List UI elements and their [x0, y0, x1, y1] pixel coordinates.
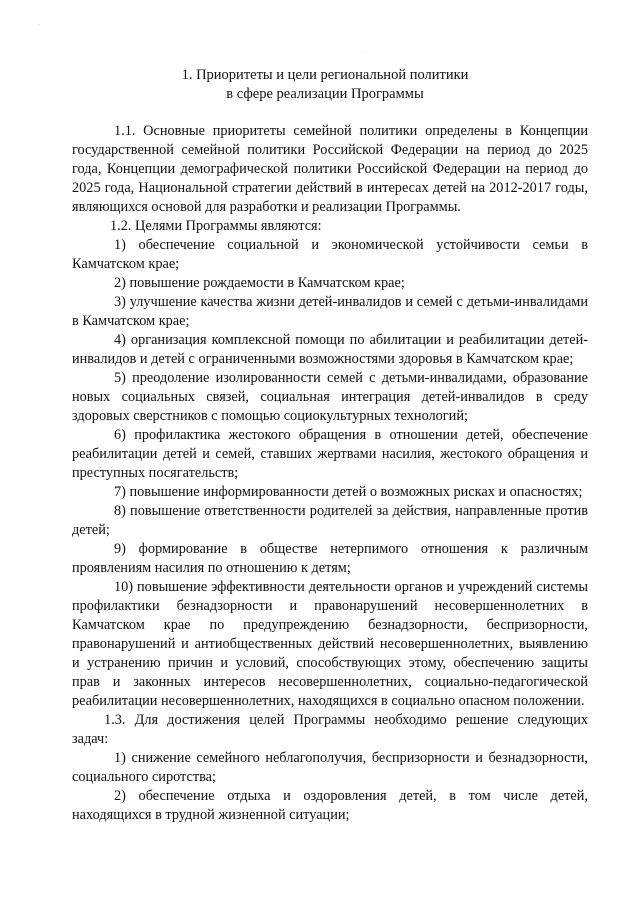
- scan-dot-mid: ·: [362, 50, 364, 57]
- paragraph-1-3: 1.3. Для достижения целей Программы необходимо решение следующих задач:: [72, 712, 588, 747]
- heading-line-1: 1. Приоритеты и цели региональной политики: [181, 67, 469, 83]
- paragraph-1-2: 1.2. Целями Программы являются:: [110, 218, 322, 234]
- goal-item-7: 7) повышение информированности детей о возможных рисках и опасностях;: [114, 484, 583, 500]
- task-item-1: 1) снижение семейного неблагополучия, беспризорности и безнадзорности, социального сиротства;: [72, 750, 588, 785]
- task-item-2: 2) обеспечение отдыха и оздоровления детей, в том числе детей, находящихся в трудной жизненной ситуации;: [72, 788, 588, 823]
- goal-item-3: 3) улучшение качества жизни детей-инвалидов и семей с детьми-инвалидами в Камчатском крае;: [72, 294, 588, 329]
- goal-item-5: 5) преодоление изолированности семей с детьми-инвалидами, образование новых социальных связей, социальная интеграция детей-инвалидов в среду здоровых сверстников с помощью социокультурных технологий;: [72, 370, 588, 424]
- heading-line-2: в сфере реализации Программы: [226, 86, 424, 102]
- goal-item-2: 2) повышение рождаемости в Камчатском крае;: [114, 275, 405, 291]
- goal-item-6: 6) профилактика жестокого обращения в отношении детей, обеспечение реабилитации детей и семей, ставших жертвами насилия, жестокого обращения и преступных посягательств;: [72, 427, 588, 481]
- scan-dot-left: ·: [38, 22, 40, 29]
- goal-item-9: 9) формирование в обществе нетерпимого отношения к различным проявлениям насилия по отношению к детям;: [72, 541, 588, 576]
- goal-item-10: 10) повышение эффективности деятельности органов и учреждений системы профилактики безнадзорности и правонарушений несовершеннолетних в Камчатском крае по предупреждению безнадзорности, беспризорности, правонарушений и антиобщественных действий несовершеннолетних, выявлению и устранению причин и условий, способствующих этому, обеспечению защиты прав и законных интересов несовершеннолетних, социально-педагогической реабилитации несовершеннолетних, находящихся в социально опасном положении.: [72, 579, 588, 709]
- goal-item-1: 1) обеспечение социальной и экономической устойчивости семьи в Камчатском крае;: [72, 237, 588, 272]
- goal-item-8: 8) повышение ответственности родителей за действия, направленные против детей;: [72, 503, 588, 538]
- paragraph-1-1: 1.1. Основные приоритеты семейной политики определены в Концепции государственной семейной политики Российской Федерации на период до 2025 года, Концепции демографической политики Российской Федерации на период до 2025 года, Национальной стратегии действий в интересах детей на 2012-2017 годы, являющихся основой для разработки и реализации Программы.: [72, 123, 588, 215]
- section-heading: [90, 66, 560, 104]
- goal-item-4: 4) организация комплексной помощи по абилитации и реабилитации детей-инвалидов и детей с ограниченными возможностями здоровья в Камчатском крае;: [72, 332, 588, 367]
- document-body: [72, 122, 588, 825]
